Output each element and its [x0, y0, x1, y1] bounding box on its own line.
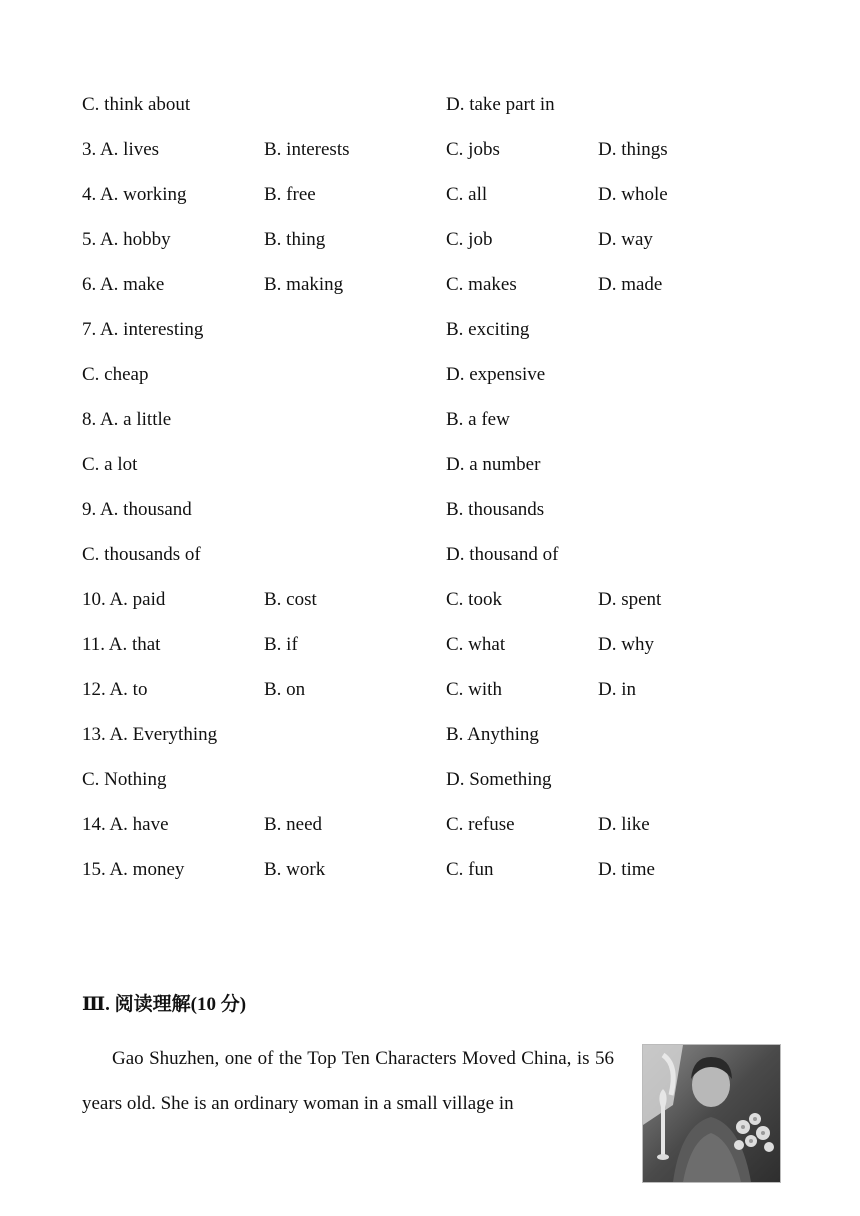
option-c: C. what: [446, 634, 506, 655]
option-c: C. refuse: [446, 814, 515, 835]
option-c: C. fun: [446, 859, 494, 880]
option-right: D. take part in: [446, 94, 555, 115]
option-left: C. thousands of: [82, 544, 201, 565]
option-right: B. Anything: [446, 724, 539, 745]
option-left: C. a lot: [82, 454, 138, 475]
section-title: Ⅲ. 阅读理解(10 分): [82, 994, 247, 1015]
option-b: B. cost: [264, 589, 317, 610]
option-row: [82, 630, 782, 660]
option-c: C. makes: [446, 274, 517, 295]
option-a: 15. A. money: [82, 859, 185, 880]
option-b: B. free: [264, 184, 316, 205]
option-row: [82, 765, 782, 795]
option-row: [82, 225, 782, 255]
option-a: 6. A. make: [82, 274, 165, 295]
option-d: D. why: [598, 634, 654, 655]
option-row: [82, 495, 782, 525]
option-row: [82, 855, 782, 885]
option-right: B. exciting: [446, 319, 530, 340]
portrait-photo: [642, 1044, 781, 1183]
option-left: C. Nothing: [82, 769, 167, 790]
option-row: [82, 720, 782, 750]
option-b: B. need: [264, 814, 323, 835]
option-d: D. time: [598, 859, 655, 880]
option-b: B. interests: [264, 139, 350, 160]
option-a: 14. A. have: [82, 814, 169, 835]
option-d: D. whole: [598, 184, 668, 205]
option-c: C. all: [446, 184, 488, 205]
option-row: [82, 315, 782, 345]
option-c: C. with: [446, 679, 502, 700]
option-left: C. cheap: [82, 364, 149, 385]
option-d: D. made: [598, 274, 663, 295]
option-right: B. a few: [446, 409, 510, 430]
option-row: [82, 360, 782, 390]
option-right: B. thousands: [446, 499, 545, 520]
option-d: D. like: [598, 814, 650, 835]
option-row: [82, 585, 782, 615]
option-a: 10. A. paid: [82, 589, 166, 610]
option-d: D. in: [598, 679, 636, 700]
option-row: [82, 675, 782, 705]
option-a: 4. A. working: [82, 184, 187, 205]
option-row: [82, 90, 782, 120]
option-left: C. think about: [82, 94, 191, 115]
option-row: [82, 540, 782, 570]
portrait-image: [643, 1045, 780, 1182]
option-b: B. if: [264, 634, 298, 655]
option-left: 9. A. thousand: [82, 499, 192, 520]
option-a: 3. A. lives: [82, 139, 160, 160]
option-left: 13. A. Everything: [82, 724, 218, 745]
option-d: D. spent: [598, 589, 662, 610]
option-c: C. job: [446, 229, 493, 250]
option-right: D. expensive: [446, 364, 546, 385]
reading-paragraph: Gao Shuzhen, one of the Top Ten Characters Moved China, is 56 years old. She is an ordinary woman in a small village in: [82, 1048, 614, 1114]
option-row: [82, 810, 782, 840]
option-row: [82, 450, 782, 480]
option-row: [82, 405, 782, 435]
option-b: B. thing: [264, 229, 326, 250]
option-c: C. took: [446, 589, 502, 610]
option-d: D. way: [598, 229, 653, 250]
option-b: B. making: [264, 274, 344, 295]
option-left: 7. A. interesting: [82, 319, 204, 340]
option-a: 11. A. that: [82, 634, 161, 655]
option-row: [82, 180, 782, 210]
option-row: [82, 270, 782, 300]
option-a: 5. A. hobby: [82, 229, 171, 250]
option-right: D. thousand of: [446, 544, 559, 565]
option-right: D. a number: [446, 454, 541, 475]
option-b: B. work: [264, 859, 326, 880]
option-left: 8. A. a little: [82, 409, 172, 430]
option-right: D. Something: [446, 769, 552, 790]
option-row: [82, 135, 782, 165]
option-b: B. on: [264, 679, 306, 700]
option-a: 12. A. to: [82, 679, 148, 700]
option-d: D. things: [598, 139, 668, 160]
option-c: C. jobs: [446, 139, 500, 160]
